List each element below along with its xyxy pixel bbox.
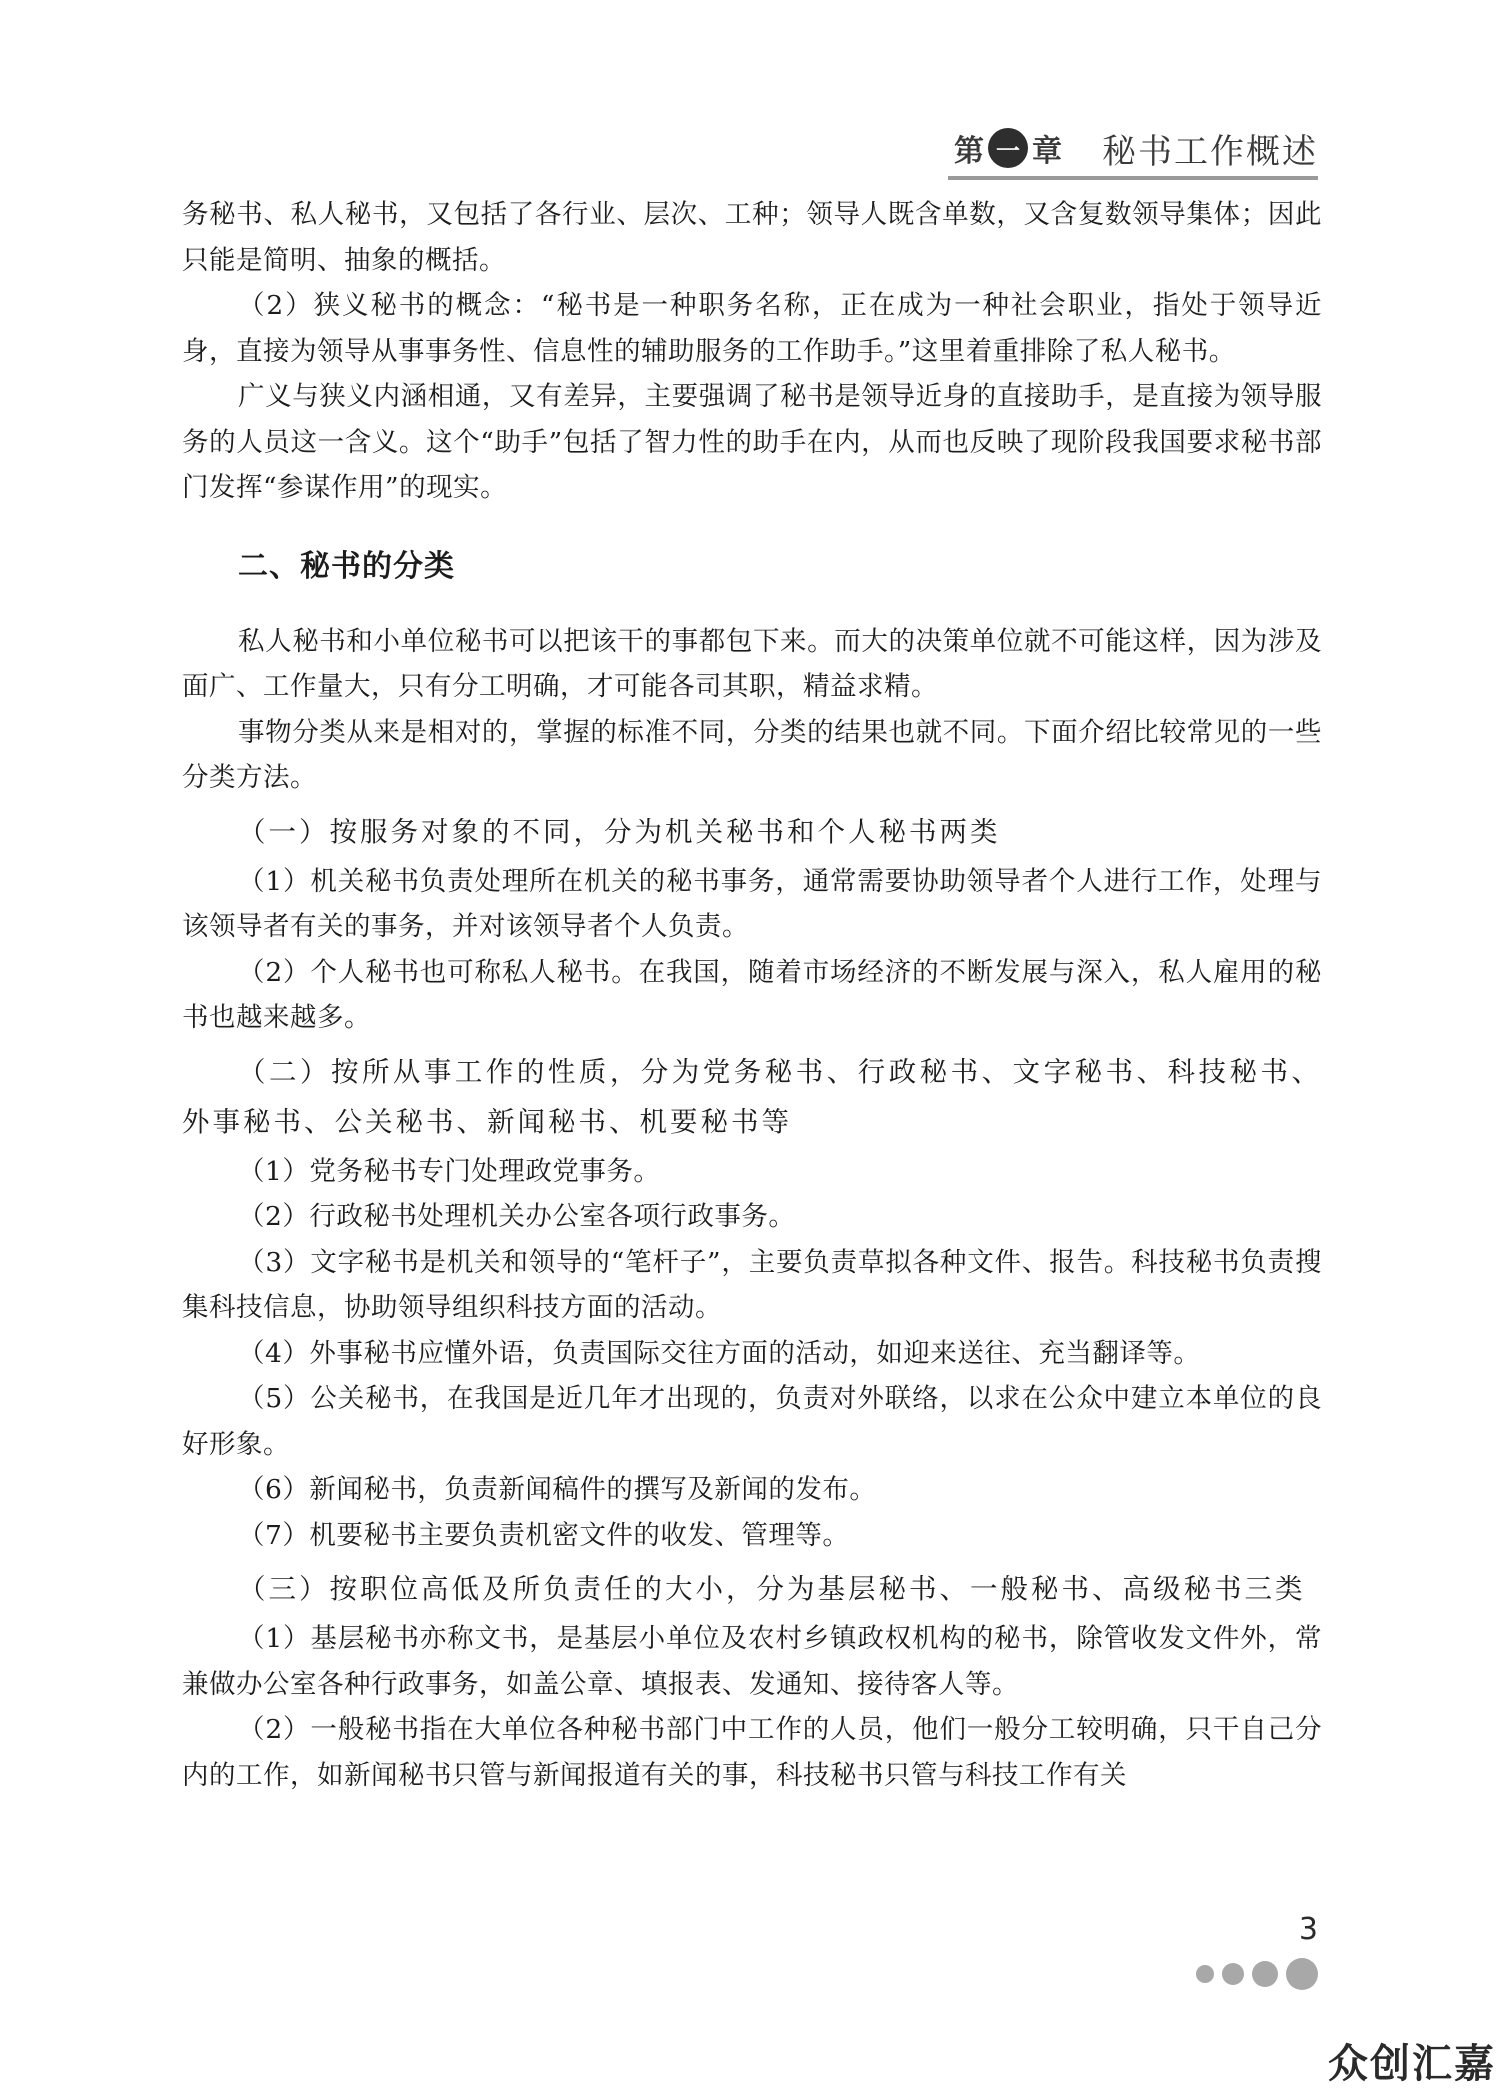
dot-icon: [1196, 1965, 1214, 1983]
watermark: 众创汇嘉: [1328, 2041, 1496, 2087]
subheading-by-position-level: （三）按职位高低及所负责任的大小，分为基层秘书、一般秘书、高级秘书三类: [238, 1573, 1306, 1605]
paragraph-narrow-definition: （2）狭义秘书的概念：“秘书是一种职务名称，正在成为一种社会职业，指处于领导近身，直接为领导从事事务性、信息性的辅助服务的工作助手。”这里着重排除了私人秘书。: [182, 290, 1322, 367]
list-item: （1）党务秘书专门处理政党事务。: [238, 1155, 661, 1187]
list-item: （4）外事秘书应懂外语，负责国际交往方面的活动，如迎来送往、充当翻译等。: [238, 1337, 1201, 1369]
list-item: （7）机要秘书主要负责机密文件的收发、管理等。: [238, 1519, 850, 1551]
paragraph-comparison: 广义与狭义内涵相通，又有差异，主要强调了秘书是领导近身的直接助手，是直接为领导服务的人员这一含义。这个“助手”包括了智力性的助手在内，从而也反映了现阶段我国要求秘书部门发挥“参谋作用”的现实。: [182, 381, 1322, 503]
paragraph-intro-2: 事物分类从来是相对的，掌握的标准不同，分类的结果也就不同。下面介绍比较常见的一些分类方法。: [182, 716, 1322, 793]
paragraph-intro-1: 私人秘书和小单位秘书可以把该干的事都包下来。而大的决策单位就不可能这样，因为涉及面广、工作量大，只有分工明确，才可能各司其职，精益求精。: [182, 625, 1322, 702]
list-item: （2）个人秘书也可称私人秘书。在我国，随着市场经济的不断发展与深入，私人雇用的秘书也越来越多。: [182, 956, 1322, 1033]
subheading-by-service-object: （一）按服务对象的不同，分为机关秘书和个人秘书两类: [238, 815, 1001, 848]
list-item: （2）一般秘书指在大单位各种秘书部门中工作的人员，他们一般分工较明确，只干自己分内的工作，如新闻秘书只管与新闻报道有关的事，科技秘书只管与科技工作有关: [182, 1714, 1322, 1791]
page-body: [182, 192, 1322, 1798]
list-item: （1）基层秘书亦称文书，是基层小单位及农村乡镇政权机构的秘书，除管收发文件外，常兼做办公室各种行政事务，如盖公章、填报表、发通知、接待客人等。: [182, 1623, 1322, 1700]
list-item: （5）公关秘书，在我国是近几年才出现的，负责对外联络，以求在公众中建立本单位的良好形象。: [182, 1383, 1322, 1460]
chapter-number-badge: 一: [988, 128, 1028, 168]
chapter-title: 秘书工作概述: [1102, 131, 1318, 172]
chapter-suffix: 章: [1032, 134, 1062, 169]
page-number: 3: [1298, 1912, 1318, 1947]
chapter-prefix: 第: [954, 134, 984, 169]
dot-icon: [1222, 1963, 1244, 1985]
chapter-label: [954, 126, 1062, 170]
list-item: （2）行政秘书处理机关办公室各项行政事务。: [238, 1201, 796, 1232]
header-divider: [948, 176, 1318, 180]
subheading-by-work-nature: （二）按所从事工作的性质，分为党务秘书、行政秘书、文字秘书、科技秘书、外事秘书、公关秘书、新闻秘书、机要秘书等: [182, 1055, 1322, 1138]
dot-icon: [1252, 1961, 1278, 1987]
list-item: （6）新闻秘书，负责新闻稿件的撰写及新闻的发布。: [238, 1474, 877, 1505]
dot-icon: [1286, 1958, 1318, 1990]
section-heading-classification: 二、秘书的分类: [238, 548, 455, 584]
running-header: [954, 120, 1318, 176]
decorative-dots: [1196, 1958, 1318, 1990]
list-item: （3）文字秘书是机关和领导的“笔杆子”，主要负责草拟各种文件、报告。科技秘书负责搜集科技信息，协助领导组织科技方面的活动。: [182, 1246, 1322, 1323]
list-item: （1）机关秘书负责处理所在机关的秘书事务，通常需要协助领导者个人进行工作，处理与该领导者有关的事务，并对该领导者个人负责。: [182, 865, 1322, 942]
paragraph-continued: 务秘书、私人秘书，又包括了各行业、层次、工种；领导人既含单数，又含复数领导集体；因此只能是简明、抽象的概括。: [182, 199, 1322, 276]
